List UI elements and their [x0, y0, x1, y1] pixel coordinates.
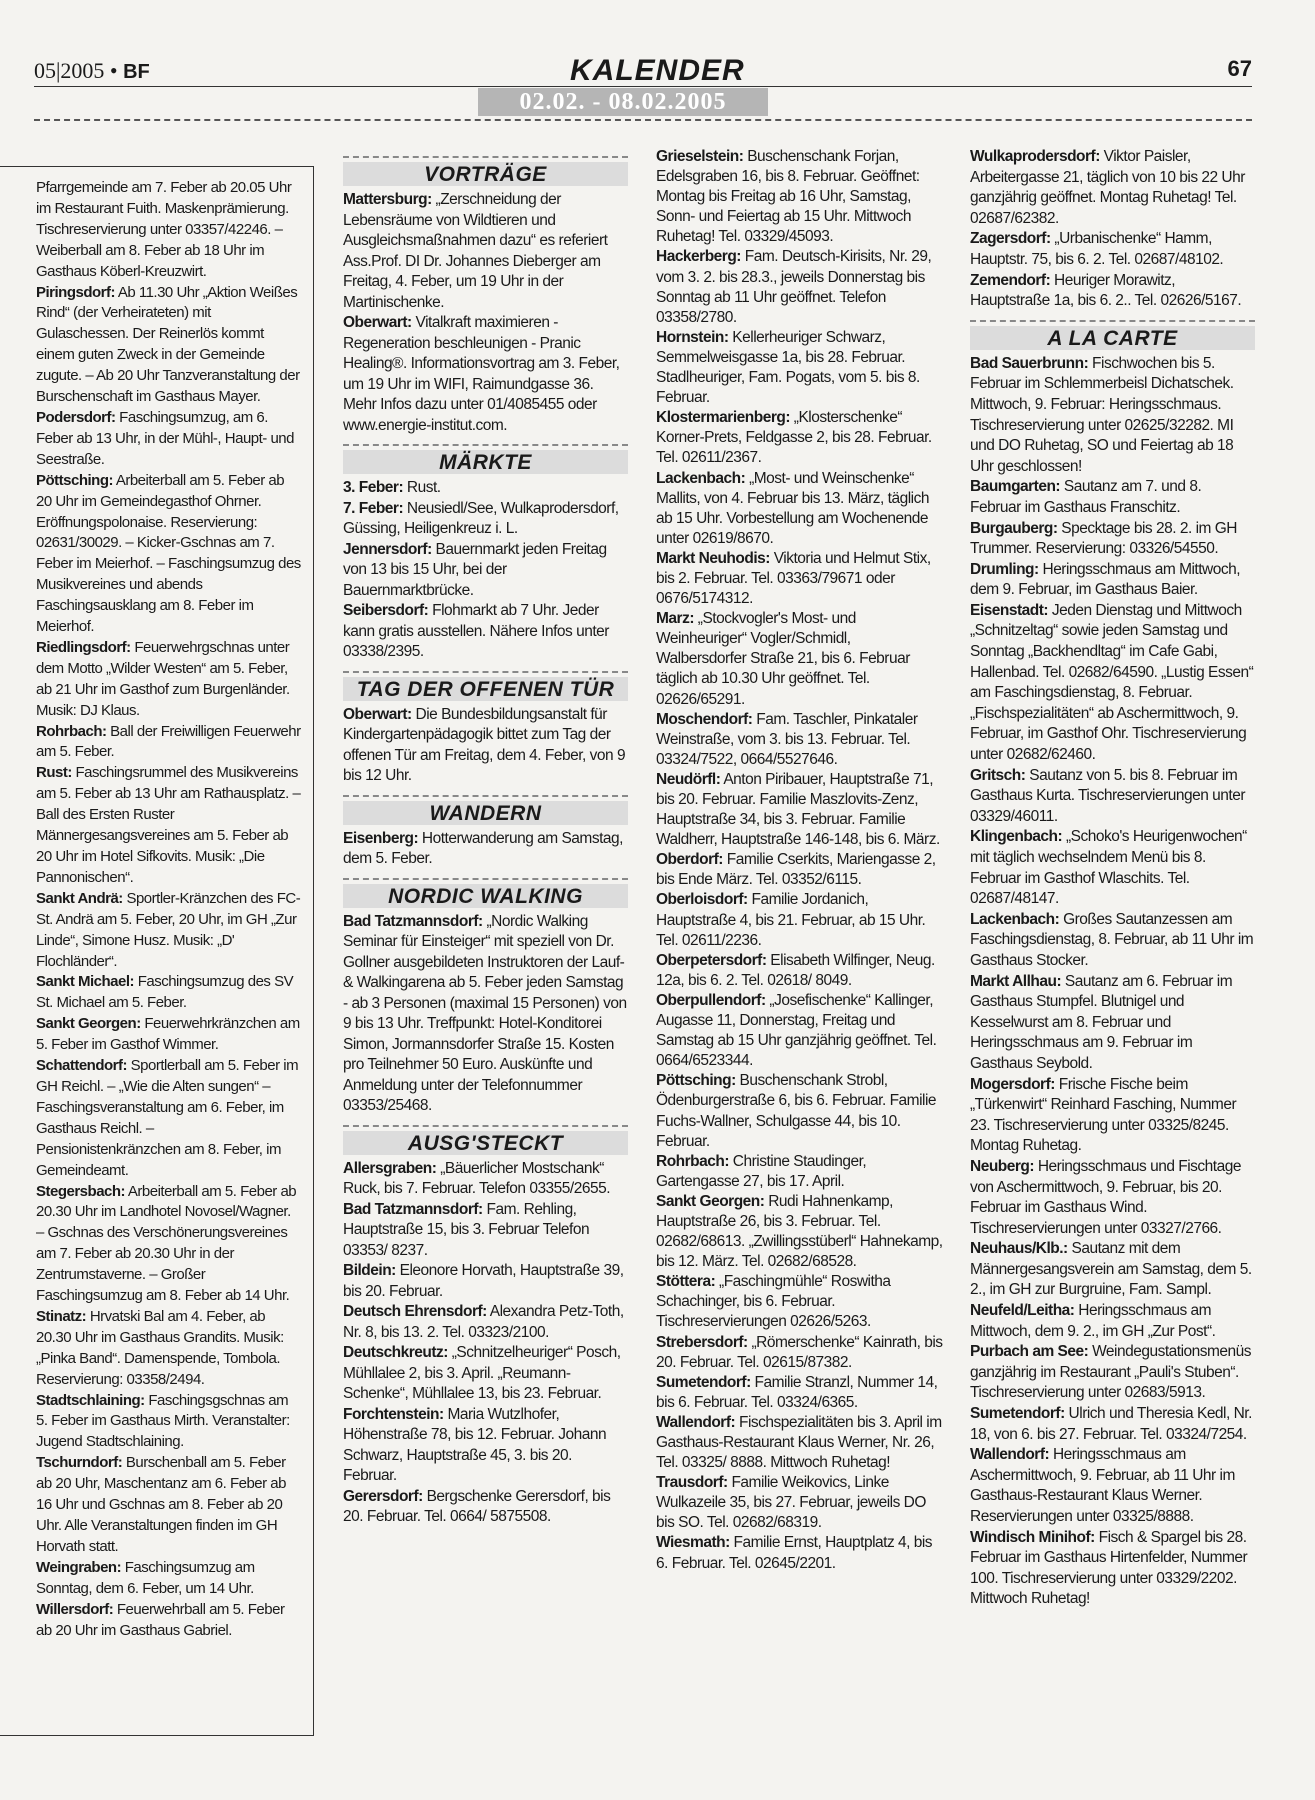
section-dashed-rule: [343, 1125, 628, 1127]
calendar-entry: [656, 1152, 944, 1192]
section-title: A LA CARTE: [970, 326, 1255, 350]
entry-place: Forchtenstein:: [343, 1405, 444, 1423]
calendar-entry: [656, 1533, 944, 1573]
entry-place: Strebersdorf:: [656, 1333, 748, 1351]
entry-place: Bad Sauerbrunn:: [970, 354, 1089, 372]
section-dashed-rule: [343, 156, 628, 158]
calendar-entry: [36, 1182, 301, 1307]
entry-text: Eleonore Horvath, Hauptstraße 39, bis 20. Februar.: [343, 1262, 624, 1300]
entry-text: Faschingsumzug des SV St. Michael am 5. Feber.: [36, 973, 294, 1012]
entry-text: Faschingsrummel des Musikvereins am 5. Feber ab 13 Uhr am Rathausplatz. – Ball des Ersten Ruster Männergesangsvereines am 5. Feber ab 20 Uhr im Hotel Sifkovits. Musik: „Die Pannonischen“.: [36, 764, 301, 886]
column-3: [656, 147, 944, 1574]
entry-text: Familie Ernst, Hauptplatz 4, bis 6. Februar. Tel. 02645/2201.: [656, 1534, 933, 1572]
calendar-entry: [36, 283, 301, 408]
entry-text: Maria Wutzlhofer, Höhenstraße 78, bis 12. Februar. Johann Schwarz, Hauptstraße 45, 3. bis 20. Februar.: [343, 1405, 607, 1484]
calendar-entry: [970, 477, 1255, 518]
issue-number: 05|2005 • BF: [34, 58, 150, 83]
brand-label: BF: [123, 61, 150, 83]
entry-place: Sankt Georgen:: [656, 1192, 765, 1210]
calendar-entry: [343, 1343, 628, 1405]
calendar-entry: [656, 991, 944, 1071]
calendar-entry: [656, 1192, 944, 1272]
calendar-entry: [656, 770, 944, 850]
entry-place: Grieselstein:: [656, 148, 744, 165]
entry-place: Deutschkreutz:: [343, 1344, 448, 1361]
calendar-entry: [656, 328, 944, 408]
entry-place: Tschurndorf:: [36, 1454, 123, 1472]
entry-text: Familie Cserkits, Mariengasse 2, bis Ende März. Tel. 03352/6115.: [656, 851, 936, 889]
entry-place: Sankt Michael:: [36, 973, 135, 991]
section-title: AUSG'STECKT: [343, 1131, 628, 1155]
entry-place: Deutsch Ehrensdorf:: [343, 1303, 487, 1320]
entry-text: Frische Fische beim „Türkenwirt“ Reinhard Fasching, Nummer 23. Tischreservierung unter 03325/8245. Montag Ruhetag.: [970, 1075, 1237, 1155]
entry-place: Neuberg:: [970, 1157, 1035, 1175]
entry-place: Wallendorf:: [656, 1413, 736, 1431]
entry-text: Rust.: [403, 479, 441, 496]
entry-place: Stöttera:: [656, 1273, 716, 1291]
entry-text: Sautanz von 5. bis 8. Februar im Gasthaus Kurta. Tischreservierungen unter 03329/46011.: [970, 766, 1246, 825]
entry-place: Oberwart:: [343, 705, 412, 723]
calendar-entry: [36, 1391, 301, 1454]
calendar-entry: [36, 471, 301, 638]
calendar-entry: [36, 1453, 301, 1558]
entry-text: Vitalkraft maximieren - Regeneration beschleunigen - Pranic Healing®. Informationsvortrag am 3. Feber, um 19 Uhr im WIFI, Raimundgasse 36. Mehr Infos dazu unter 01/4085455 oder www.energie-institut.com.: [343, 314, 620, 434]
entry-text: „Schoko's Heurigenwochen“ mit täglich wechselndem Menü bis 8. Februar im Gasthof Wlaschits. Tel. 02687/48147.: [970, 828, 1247, 908]
entry-place: Markt Allhau:: [970, 972, 1062, 990]
entry-text: Burschenball am 5. Feber ab 20 Uhr, Maschentanz am 6. Feber ab 16 Uhr und Gschnas am 8. Feber ab 20 Uhr. Alle Veranstaltungen finden im GH Horvath statt.: [36, 1454, 286, 1555]
calendar-entry: [36, 1558, 301, 1600]
entry-text: Sautanz am 6. Februar im Gasthaus Stumpfel. Blutnigel und Kesselwurst am 8. Februar und Heringsschmaus am 9. Februar im Gasthaus Seybold.: [970, 972, 1233, 1072]
calendar-entry: [656, 247, 944, 327]
calendar-entry: [970, 1239, 1255, 1301]
calendar-entry: [343, 313, 628, 436]
entry-text: Christine Staudinger, Gartengasse 27, bis 17. April.: [656, 1152, 867, 1190]
entry-place: Jennersdorf:: [343, 540, 432, 558]
entry-text: Neusiedl/See, Wulkaprodersdorf, Güssing, Heiligenkreuz i. L.: [343, 499, 619, 537]
column-4: [970, 147, 1255, 1610]
entry-text: Sautanz am 7. und 8. Februar im Gasthaus Franschitz.: [970, 478, 1202, 516]
entry-place: Sankt Georgen:: [36, 1015, 141, 1033]
entry-place: Mogersdorf:: [970, 1075, 1055, 1093]
section-vortraege: [343, 156, 628, 186]
calendar-entry: [970, 1301, 1255, 1342]
entry-text: Fam. Taschler, Pinkataler Weinstraße, vom 3. bis 13. Februar. Tel. 03324/7522, 0664/5527646.: [656, 710, 918, 768]
calendar-entry: [656, 951, 944, 991]
calendar-entry: [970, 354, 1255, 478]
entry-place: Sankt Andrä:: [36, 889, 123, 907]
calendar-entry: [343, 601, 628, 663]
entry-place: Sumetendorf:: [656, 1373, 751, 1391]
calendar-entry: [656, 1473, 944, 1533]
entry-text: Hrvatski Bal am 4. Feber, ab 20.30 Uhr im Gasthaus Grandits. Musik: „Pinka Band“. Damenspende, Tombola. Reservierung: 03358/2494.: [36, 1307, 284, 1388]
entry-place: Oberpullendorf:: [656, 991, 766, 1009]
section-maerkte: [343, 444, 628, 474]
entry-place: Moschendorf:: [656, 710, 753, 728]
entry-place: Gritsch:: [970, 766, 1026, 784]
entry-text: Elisabeth Wilfinger, Neug. 12a, bis 6. 2. Tel. 02618/ 8049.: [656, 951, 935, 989]
entry-place: Rohrbach:: [656, 1152, 729, 1170]
entry-place: Zagersdorf:: [970, 230, 1051, 248]
section-title: VORTRÄGE: [343, 162, 628, 186]
entry-text: Flohmarkt ab 7 Uhr. Jeder kann gratis ausstellen. Nähere Infos unter 03338/2395.: [343, 602, 609, 660]
entry-text: Sportlerball am 5. Feber im GH Reichl. – „Wie die Alten sungen“ – Faschingsveranstaltung am 6. Feber, im Gasthaus Reichl. – Pensionistenkränzchen am 8. Feber, im Gemeindeamt.: [36, 1057, 299, 1179]
calendar-entry: [36, 1014, 301, 1056]
calendar-entry: [343, 190, 628, 313]
entry-text: Die Bundesbildungsanstalt für Kindergartenpädagogik bittet zum Tag der offenen Tür am Freitag, dem 4. Feber, von 9 bis 12 Uhr.: [343, 705, 626, 784]
calendar-entry: [970, 972, 1255, 1075]
calendar-entry: [36, 178, 301, 283]
entry-place: Willersdorf:: [36, 1600, 114, 1618]
date-range-banner: 02.02. - 08.02.2005: [478, 88, 768, 116]
entry-text: „Römerschenke“ Kainrath, bis 20. Februar. Tel. 02615/87382.: [656, 1333, 943, 1371]
entry-text: Fischspezialitäten bis 3. April im Gasthaus-Restaurant Klaus Werner, Nr. 26, Tel. 03325/ 8888. Mittwoch Ruhetag!: [656, 1413, 942, 1472]
entry-place: Allersgraben:: [343, 1159, 437, 1177]
entry-text: Bauernmarkt jeden Freitag von 13 bis 15 Uhr, bei der Bauernmarktbrücke.: [343, 540, 607, 599]
entry-text: Heringsschmaus am Aschermittwoch, 9. Februar, ab 11 Uhr im Gasthaus-Restaurant Klaus Werner. Reservierungen unter 03325/8888.: [970, 1446, 1235, 1525]
entry-place: Riedlingsdorf:: [36, 638, 131, 656]
entry-place: Klostermarienberg:: [656, 409, 790, 427]
entry-text: Feuerwehrkränzchen am 5. Feber im Gasthof Wimmer.: [36, 1015, 300, 1054]
column-1: [36, 178, 301, 1641]
calendar-entry: [36, 722, 301, 764]
entry-place: Neufeld/Leitha:: [970, 1302, 1075, 1320]
calendar-entry: [656, 1373, 944, 1413]
entry-text: Heuriger Morawitz, Hauptstraße 1a, bis 6. 2.. Tel. 02626/5167.: [970, 271, 1242, 310]
entry-place: Podersdorf:: [36, 408, 116, 426]
calendar-entry: [343, 912, 628, 1117]
entry-text: Sautanz mit dem Männergesangsverein am Samstag, dem 5. 2., im GH zur Burgruine, Fam. Sampl.: [970, 1240, 1252, 1299]
section-tag-der-offenen-tuer: [343, 671, 628, 701]
entry-text: „Klosterschenke“ Korner-Prets, Feldgasse 2, bis 28. Februar. Tel. 02611/2367.: [656, 409, 932, 467]
entry-text: Viktor Paisler, Arbeitergasse 21, täglich von 10 bis 22 Uhr ganzjährig geöffnet. Montag Ruhetag! Tel. 02687/62382.: [970, 148, 1245, 227]
entry-place: Sumetendorf:: [970, 1405, 1065, 1423]
entry-place: Hornstein:: [656, 328, 729, 346]
entry-text: Bergschenke Gerersdorf, bis 20. Februar. Tel. 0664/ 5875508.: [343, 1487, 611, 1525]
entry-text: „Bäuerlicher Mostschank“ Ruck, bis 7. Februar. Telefon 03355/2655.: [343, 1159, 611, 1197]
entry-place: Zemendorf:: [970, 271, 1051, 289]
calendar-entry: [970, 1404, 1255, 1445]
entry-place: Bad Tatzmannsdorf:: [343, 912, 483, 930]
calendar-entry: [36, 1600, 301, 1642]
entry-text: Familie Weikovics, Linke Wulkazeile 35, bis 27. Februar, jeweils DO bis SO. Tel. 02682/68319.: [656, 1474, 926, 1532]
entry-place: Lackenbach:: [656, 469, 746, 487]
calendar-entry: [656, 408, 944, 468]
calendar-entry: [970, 519, 1255, 560]
calendar-entry: [36, 1056, 301, 1181]
entry-place: Baumgarten:: [970, 478, 1061, 496]
entry-place: Seibersdorf:: [343, 602, 429, 619]
calendar-entry: [970, 1528, 1255, 1610]
entry-text: Sportler-Kränzchen des FC-St. Andrä am 5. Feber, 20 Uhr, im GH „Zur Linde“, Simone Husz. Musik: „D' Flochländer“.: [36, 889, 301, 970]
calendar-entry: [970, 601, 1255, 766]
entry-place: Lackenbach:: [970, 910, 1060, 928]
calendar-entry: [970, 560, 1255, 601]
calendar-entry: [36, 972, 301, 1014]
entry-text: Ulrich und Theresia Kedl, Nr. 18, von 6. bis 27. Februar. Tel. 03324/7254.: [970, 1405, 1252, 1443]
entry-place: Gerersdorf:: [343, 1487, 423, 1505]
entry-text: Feuerwehrgschnas unter dem Motto „Wilder Westen“ am 5. Feber, ab 21 Uhr im Gasthof zum Burgenländer. Musik: DJ Klaus.: [36, 638, 290, 719]
calendar-entry: [656, 147, 944, 247]
entry-place: Neudörfl:: [656, 770, 721, 788]
calendar-entry: [970, 910, 1255, 972]
calendar-entry: [343, 1302, 628, 1343]
entry-text: Viktoria und Helmut Stix, bis 2. Februar. Tel. 03363/79671 oder 0676/5174312.: [656, 549, 931, 608]
entry-text: Faschingsgschnas am 5. Feber im Gasthaus Mirth. Veranstalter: Jugend Stadtschlaining.: [36, 1391, 290, 1451]
entry-text: Heringsschmaus am Mittwoch, dem 9. Februar, im Gasthaus Baier.: [970, 560, 1241, 599]
calendar-entry: [656, 1413, 944, 1473]
calendar-entry: [656, 469, 944, 549]
section-ausgsteckt: [343, 1125, 628, 1155]
entry-place: Oberpetersdorf:: [656, 951, 767, 969]
calendar-entry: [656, 1071, 944, 1151]
calendar-entry: [343, 499, 628, 540]
entry-place: Wiesmath:: [656, 1534, 730, 1552]
page-title: KALENDER: [570, 54, 745, 87]
header-rule: [34, 86, 1252, 87]
entry-place: Wulkaprodersdorf:: [970, 148, 1100, 165]
entry-place: Stadtschlaining:: [36, 1391, 145, 1409]
calendar-entry: [36, 763, 301, 888]
entry-place: Neuhaus/Klb.:: [970, 1240, 1068, 1258]
calendar-entry: [656, 850, 944, 890]
entry-place: Pöttsching:: [36, 471, 113, 489]
calendar-entry: [970, 1342, 1255, 1404]
calendar-entry: [343, 1487, 628, 1528]
entry-place: Oberloisdorf:: [656, 891, 748, 909]
entry-text: Fischwochen bis 5. Februar im Schlemmerbeisl Dichatschek. Mittwoch, 9. Februar: Heringsschmaus. Tischreservierung unter 02625/32282. MI und DO Ruhetag, SO und Feiertag ab 18 Uhr geschlossen!: [970, 354, 1234, 475]
entry-place: Klingenbach:: [970, 828, 1063, 846]
calendar-entry: [36, 889, 301, 973]
entry-text: Arbeiterball am 5. Feber ab 20.30 Uhr im Landhotel Novosel/Wagner. – Gschnas des Verschönerungsvereines am 7. Feber ab 20.30 Uhr in der Zentrumstaverne. – Großer Faschingsumzug am 8. Feber ab 14 Uhr.: [36, 1182, 297, 1305]
calendar-entry: [36, 408, 301, 471]
calendar-entry: [970, 1445, 1255, 1527]
calendar-entry: [36, 638, 301, 722]
entry-text: Fam. Rehling, Hauptstraße 15, bis 3. Februar Telefon 03353/ 8237.: [343, 1200, 590, 1259]
calendar-entry: [343, 1159, 628, 1200]
calendar-entry: [970, 1157, 1255, 1239]
entry-place: Eisenberg:: [343, 829, 419, 847]
entry-place: Markt Neuhodis:: [656, 549, 770, 567]
entry-place: Windisch Minihof:: [970, 1528, 1095, 1546]
entry-text: Hotterwanderung am Samstag, dem 5. Feber.: [343, 829, 623, 867]
section-title: TAG DER OFFENEN TÜR: [343, 677, 628, 701]
entry-place: Rohrbach:: [36, 722, 107, 740]
calendar-entry: [656, 890, 944, 950]
calendar-entry: [656, 1272, 944, 1332]
entry-place: Burgauberg:: [970, 519, 1058, 537]
entry-text: Faschingsumzug am Sonntag, dem 6. Feber, um 14 Uhr.: [36, 1558, 255, 1597]
section-a-la-carte: [970, 320, 1255, 350]
entry-text: „Most- und Weinschenke“ Mallits, von 4. Februar bis 13. März, täglich ab 15 Uhr. Vorbestellung am Wochenende unter 02619/8670.: [656, 469, 929, 547]
calendar-entry: [36, 1307, 301, 1391]
entry-text: Fisch & Spargel bis 28. Februar im Gasthaus Hirtenfelder, Nummer 100. Tischreservierung unter 03329/2202. Mittwoch Ruhetag!: [970, 1528, 1248, 1608]
entry-place: Schattendorf:: [36, 1057, 127, 1075]
section-title: MÄRKTE: [343, 450, 628, 474]
section-dashed-rule: [343, 878, 628, 880]
entry-text: Alexandra Petz-Toth, Nr. 8, bis 13. 2. Tel. 03323/2100.: [343, 1303, 624, 1341]
section-dashed-rule: [343, 444, 628, 446]
entry-place: 7. Feber:: [343, 499, 404, 517]
entry-text: Familie Stranzl, Nummer 14, bis 6. Februar. Tel. 03324/6365.: [656, 1373, 938, 1411]
section-dashed-rule: [343, 795, 628, 797]
calendar-entry: [343, 1200, 628, 1262]
entry-place: Oberdorf:: [656, 851, 723, 869]
entry-text: Specktage bis 28. 2. im GH Trummer. Reservierung: 03326/54550.: [970, 519, 1237, 558]
column-2: [343, 156, 628, 1528]
entry-text: Ball der Freiwilligen Feuerwehr am 5. Feber.: [36, 722, 301, 761]
entry-text: Feuerwehrball am 5. Feber ab 20 Uhr im Gasthaus Gabriel.: [36, 1600, 285, 1639]
entry-place: Drumling:: [970, 560, 1039, 578]
calendar-entry: [343, 1405, 628, 1487]
entry-place: Mattersburg:: [343, 191, 432, 208]
entry-text: „Faschingmühle“ Roswitha Schachinger, bis 6. Februar. Tischreservierungen 02626/5263.: [656, 1273, 891, 1331]
entry-place: Eisenstadt:: [970, 601, 1049, 619]
section-dashed-rule: [343, 671, 628, 673]
entry-place: Piringsdorf:: [36, 283, 115, 301]
calendar-entry: [343, 829, 628, 870]
page-number: 67: [1227, 56, 1252, 81]
entry-place: Pöttsching:: [656, 1072, 736, 1090]
calendar-entry: [343, 1261, 628, 1302]
section-nordic-walking: [343, 878, 628, 908]
section-wandern: [343, 795, 628, 825]
entry-text: „Schnitzelheuriger“ Posch, Mühllalee 2, bis 3. April. „Reumann-Schenke“, Mühllalee 13, bis 23. Februar.: [343, 1344, 621, 1402]
calendar-entry: [970, 271, 1255, 312]
calendar-entry: [656, 609, 944, 709]
calendar-entry: [970, 147, 1255, 229]
calendar-entry: [343, 705, 628, 787]
entry-place: Trausdorf:: [656, 1474, 728, 1492]
entry-place: Bildein:: [343, 1262, 396, 1279]
page-header: [34, 56, 1252, 86]
entry-text: Rudi Hahnenkamp, Hauptstraße 26, bis 3. Februar. Tel. 02682/68613. „Zwillingsstüberl“ Hahnekamp, bis 12. März. Tel. 02682/68528.: [656, 1192, 943, 1271]
entry-text: Buschenschank Strobl, Ödenburgerstraße 6, bis 6. Februar. Familie Fuchs-Wallner, Schulgasse 44, bis 10. Februar.: [656, 1072, 937, 1150]
calendar-entry: [343, 540, 628, 602]
calendar-entry: [343, 478, 628, 499]
calendar-entry: [970, 827, 1255, 909]
entry-text: Jeden Dienstag und Mittwoch „Schnitzeltag“ sowie jeden Samstag und Sonntag „Backhendltag“ im Cafe Gabi, Hallenbad. Tel. 02682/64590. „Lustig Essen“ am Faschingsdienstag, 8. Februar. „Fischspezialitäten“ ab Aschermittwoch, 9. Februar, im Gasthof Ohr. Tischreservierung unter 02682/62460.: [970, 601, 1254, 764]
entry-place: Oberwart:: [343, 314, 412, 331]
entry-place: Marz:: [656, 610, 694, 628]
entry-text: Faschingsumzug, am 6. Feber ab 13 Uhr, in der Mühl-, Haupt- und Seestraße.: [36, 408, 294, 468]
entry-text: Buschenschank Forjan, Edelsgraben 16, bis 8. Februar. Geöffnet: Montag bis Freitag ab 16 Uhr, Samstag, Sonn- und Feiertag ab 15 Uhr. Mittwoch Ruhetag! Tel. 03329/45093.: [656, 148, 920, 246]
calendar-entry: [970, 1075, 1255, 1157]
entry-text: „Urbanischenke“ Hamm, Hauptstr. 75, bis 6. 2. Tel. 02687/48102.: [970, 230, 1224, 268]
section-dashed-rule: [970, 320, 1255, 322]
entry-place: Wallendorf:: [970, 1446, 1050, 1464]
calendar-entry: [970, 229, 1255, 270]
entry-place: Weingraben:: [36, 1558, 122, 1576]
calendar-entry: [656, 710, 944, 770]
entry-place: 3. Feber:: [343, 479, 404, 496]
section-title: WANDERN: [343, 801, 628, 825]
entry-text: Pfarrgemeinde am 7. Feber ab 20.05 Uhr im Restaurant Fuith. Maskenprämierung. Tischreservierung unter 03357/42246. – Weiberball am 8. Feber ab 18 Uhr im Gasthaus Köberl-Kreuzwirt.: [36, 179, 292, 280]
section-title: NORDIC WALKING: [343, 884, 628, 908]
entry-place: Hackerberg:: [656, 248, 741, 266]
entry-text: Heringsschmaus und Fischtage von Aschermittwoch, 9. Februar, bis 20. Februar im Gasthaus Wind. Tischreservierungen unter 03327/2766.: [970, 1157, 1241, 1237]
entry-text: „Josefischenke“ Kallinger, Augasse 11, Donnerstag, Freitag und Samstag ab 15 Uhr ganzjährig geöffnet. Tel. 0664/6523344.: [656, 991, 937, 1070]
entry-text: Großes Sautanzessen am Faschingsdienstag, 8. Februar, ab 11 Uhr im Gasthaus Stocker.: [970, 910, 1254, 969]
entry-text: Heringsschmaus am Mittwoch, dem 9. 2., im GH „Zur Post“.: [970, 1302, 1216, 1340]
entry-text: Familie Jordanich, Hauptstraße 4, bis 21. Februar, ab 15 Uhr. Tel. 02611/2236.: [656, 891, 926, 949]
entry-text: „Nordic Walking Seminar für Einsteiger“ mit speziell von Dr. Gollner ausgebildeten Instruktoren der Lauf- & Walkingarena ab 5. Feber jeden Samstag - ab 3 Personen (maximal 15 Personen) von 9 bis 13 Uhr. Treffpunkt: Hotel-Konditorei Simon, Jormannsdorfer Straße 15. Kosten pro Teilnehmer 50 Euro. Auskünfte und Anmeldung unter der Telefonnummer 03353/25468.: [343, 912, 627, 1114]
calendar-entry: [970, 766, 1255, 828]
entry-text: „Zerschneidung der Lebensräume von Wildtieren und Ausgleichsmaßnahmen dazu“ es referiert Ass.Prof. DI Dr. Johannes Dieberger am Freitag, 4. Feber, um 19 Uhr in der Martinischenke.: [343, 191, 608, 311]
entry-place: Purbach am See:: [970, 1343, 1089, 1361]
entry-text: Arbeiterball am 5. Feber ab 20 Uhr im Gemeindegasthof Ohrner. Eröffnungspolonaise. Reservierung: 02631/30029. – Kicker-Gschnas am 7. Feber im Meierhof. – Faschingsumzug des Musikvereines und abends Faschingsausklang am 8. Feber im Meierhof.: [36, 471, 301, 636]
calendar-entry: [656, 549, 944, 609]
entry-place: Stegersbach:: [36, 1182, 126, 1200]
entry-text: Kellerheuriger Schwarz, Semmelweisgasse 1a, bis 28. Februar. Stadlheuriger, Fam. Pogats, vom 5. bis 8. Februar.: [656, 328, 920, 407]
calendar-entry: [656, 1333, 944, 1373]
entry-text: Weindegustationsmenüs ganzjährig im Restaurant „Pauli's Stuben“. Tischreservierung unter 02683/5913.: [970, 1343, 1252, 1402]
entry-place: Stinatz:: [36, 1307, 87, 1325]
header-dashed-divider: [34, 119, 1252, 121]
entry-text: Fam. Deutsch-Kirisits, Nr. 29, vom 3. 2. bis 28.3., jeweils Donnerstag bis Sonntag ab 11 Uhr geöffnet. Telefon 03358/2780.: [656, 248, 932, 326]
entry-text: „Stockvogler's Most- und Weinheuriger“ Vogler/Schmidl, Walbersdorfer Straße 21, bis 6. Februar täglich ab 10.30 Uhr geöffnet. Tel. 02626/65291.: [656, 610, 910, 708]
entry-text: Ab 11.30 Uhr „Aktion Weißes Rind“ (der Verheirateten) mit Gulaschessen. Der Reinerlös kommt einem guten Zweck in der Gemeinde zugute. – Ab 20 Uhr Tanzveranstaltung der Burschenschaft im Gasthaus Mayer.: [36, 283, 300, 406]
entry-place: Bad Tatzmannsdorf:: [343, 1200, 483, 1218]
entry-place: Rust:: [36, 764, 72, 782]
entry-text: Anton Piribauer, Hauptstraße 71, bis 20. Februar. Familie Maszlovits-Zenz, Hauptstraße 34, bis 3. Februar. Familie Waldherr, Hauptstraße 146-148, bis 6. März.: [656, 770, 940, 849]
